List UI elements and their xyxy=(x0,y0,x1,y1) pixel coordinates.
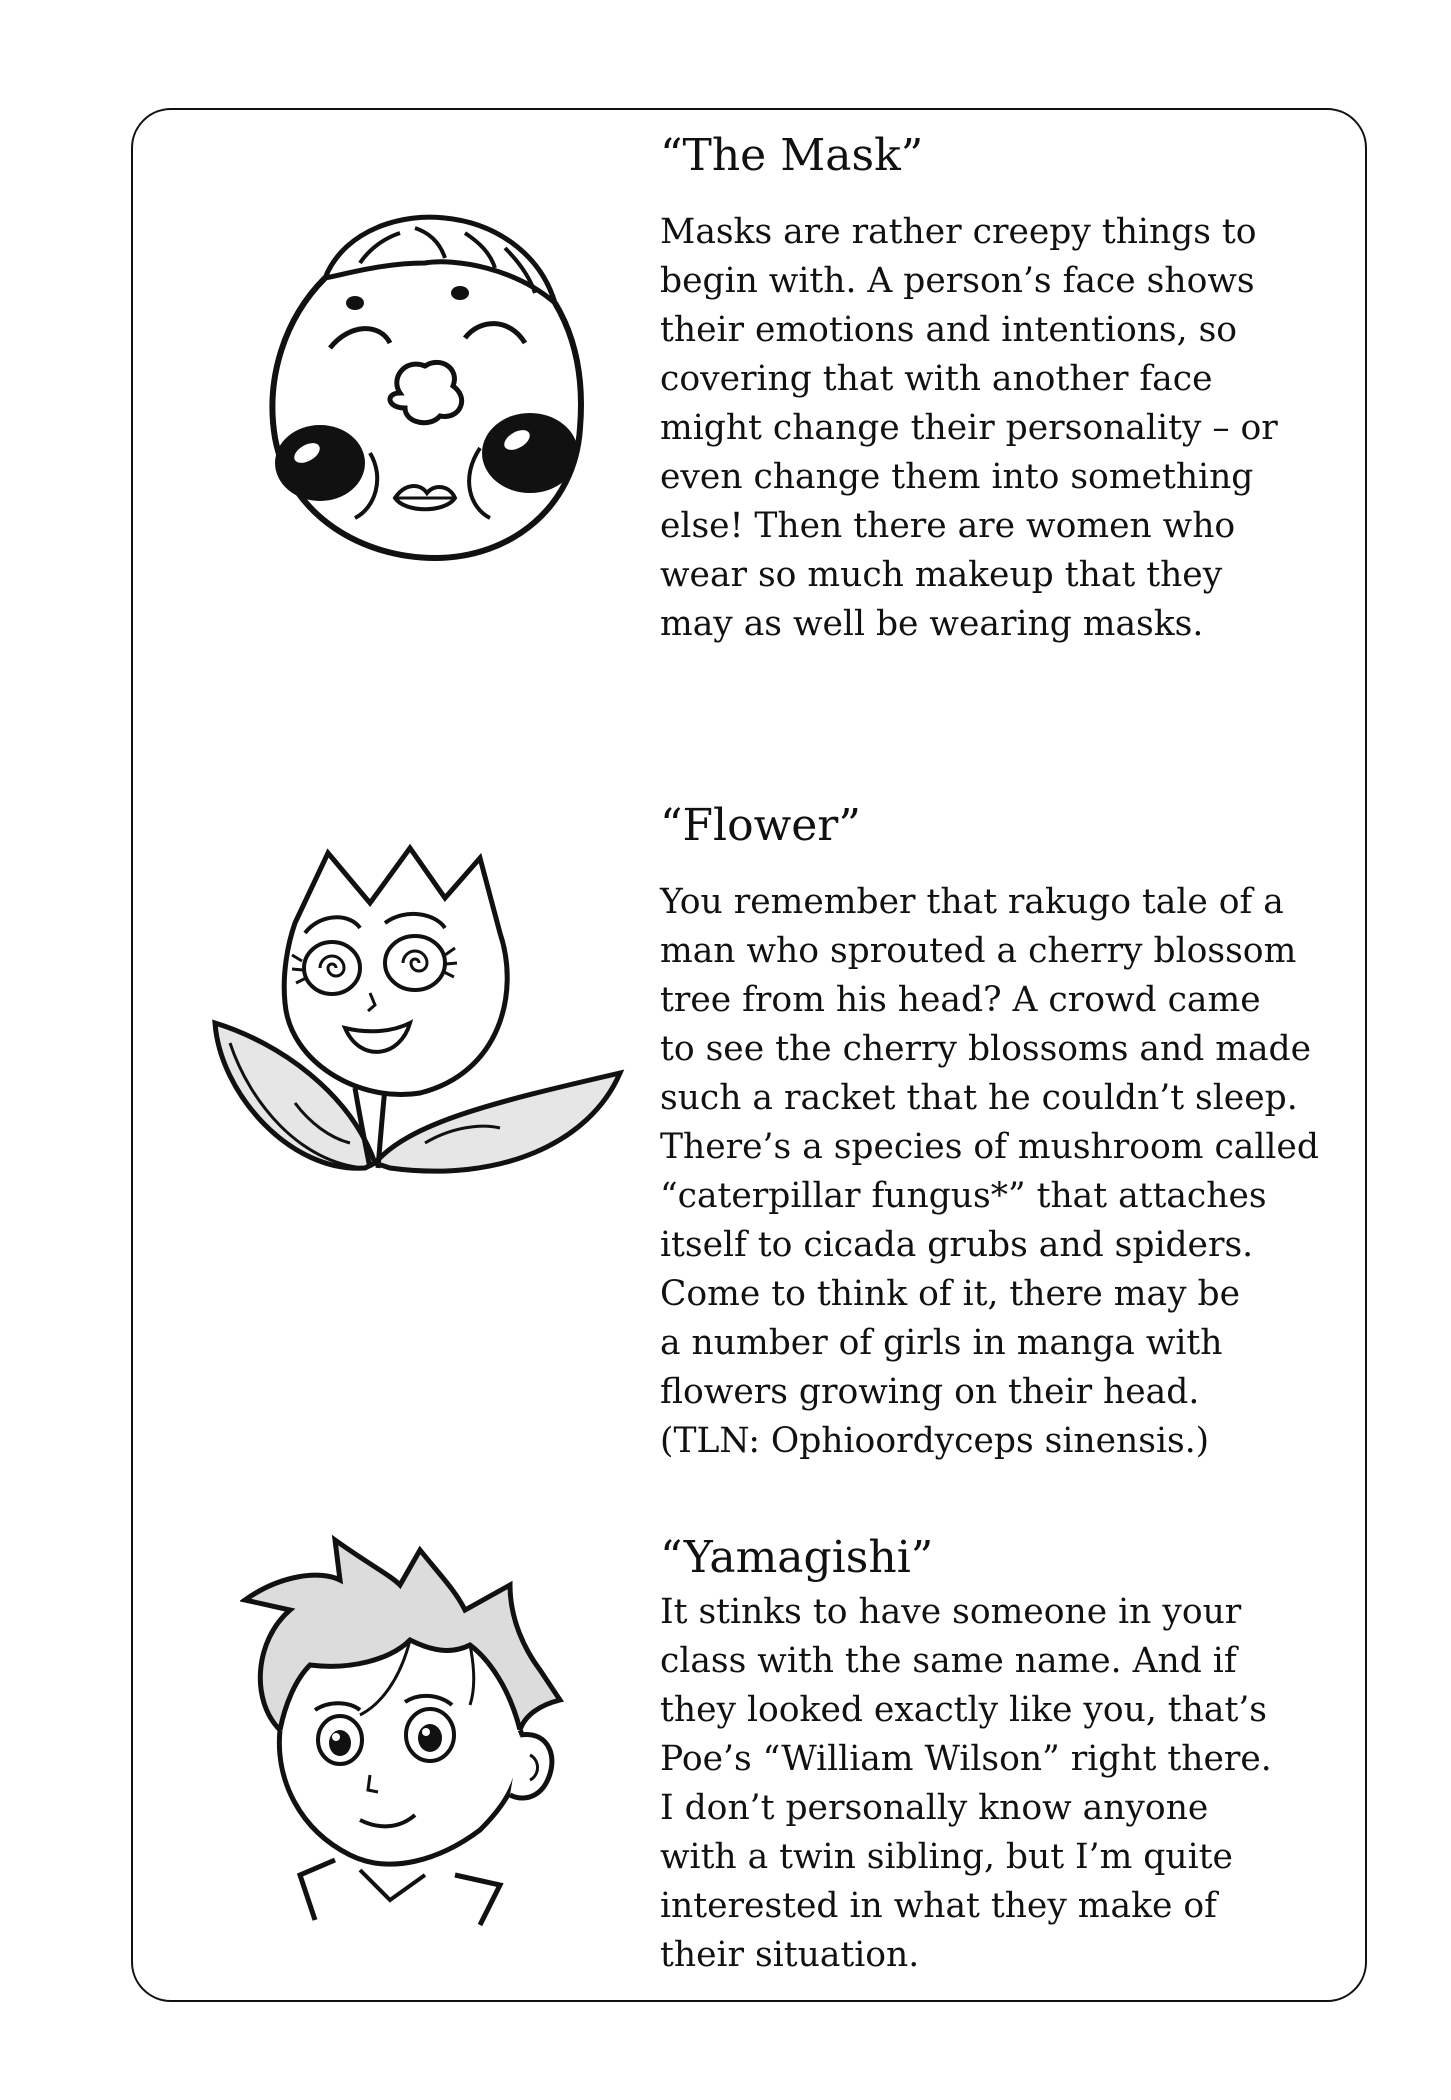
text-line: I don’t personally know anyone xyxy=(660,1788,1209,1828)
yamagishi-text-block xyxy=(660,1530,1350,1980)
tulip-face-icon xyxy=(210,843,630,1223)
text-line: interested in what they make of xyxy=(660,1886,1217,1926)
section-body xyxy=(660,208,1350,649)
text-line: may as well be wearing masks. xyxy=(660,604,1204,644)
text-line: even change them into something xyxy=(660,457,1254,497)
text-line: flowers growing on their head. xyxy=(660,1372,1200,1412)
text-line: their emotions and intentions, so xyxy=(660,310,1238,350)
text-line: There’s a species of mushroom called xyxy=(660,1127,1319,1167)
text-line: “caterpillar fungus*” that attaches xyxy=(660,1176,1267,1216)
okame-mask-icon xyxy=(255,208,595,568)
text-line: Masks are rather creepy things to xyxy=(660,212,1257,252)
text-line: (TLN: Ophioordyceps sinensis.) xyxy=(660,1421,1210,1461)
text-line: their situation. xyxy=(660,1935,920,1975)
section-title: “Flower” xyxy=(660,800,861,851)
text-line: else! Then there are women who xyxy=(660,506,1236,546)
text-line: with a twin sibling, but I’m quite xyxy=(660,1837,1233,1877)
text-line: You remember that rakugo tale of a xyxy=(660,882,1284,922)
section-title: “The Mask” xyxy=(660,130,924,181)
mask-text-block xyxy=(660,128,1350,649)
text-line: tree from his head? A crowd came xyxy=(660,980,1261,1020)
text-line: such a racket that he couldn’t sleep. xyxy=(660,1078,1298,1118)
text-line: covering that with another face xyxy=(660,359,1213,399)
text-line: begin with. A person’s face shows xyxy=(660,261,1255,301)
text-line: Come to think of it, there may be xyxy=(660,1274,1241,1314)
section-body xyxy=(660,878,1350,1466)
text-line: man who sprouted a cherry blossom xyxy=(660,931,1297,971)
text-line: itself to cicada grubs and spiders. xyxy=(660,1225,1254,1265)
text-line: Poe’s “William Wilson” right there. xyxy=(660,1739,1272,1779)
text-line: they looked exactly like you, that’s xyxy=(660,1690,1267,1730)
section-body xyxy=(660,1588,1350,1980)
text-line: a number of girls in manga with xyxy=(660,1323,1223,1363)
flower-text-block xyxy=(660,798,1350,1466)
text-line: It stinks to have someone in your xyxy=(660,1592,1242,1632)
text-line: class with the same name. And if xyxy=(660,1641,1237,1681)
text-line: might change their personality – or xyxy=(660,408,1278,448)
text-line: wear so much makeup that they xyxy=(660,555,1223,595)
text-line: to see the cherry blossoms and made xyxy=(660,1029,1312,1069)
section-title: “Yamagishi” xyxy=(660,1532,934,1583)
boy-face-icon xyxy=(240,1530,580,1930)
